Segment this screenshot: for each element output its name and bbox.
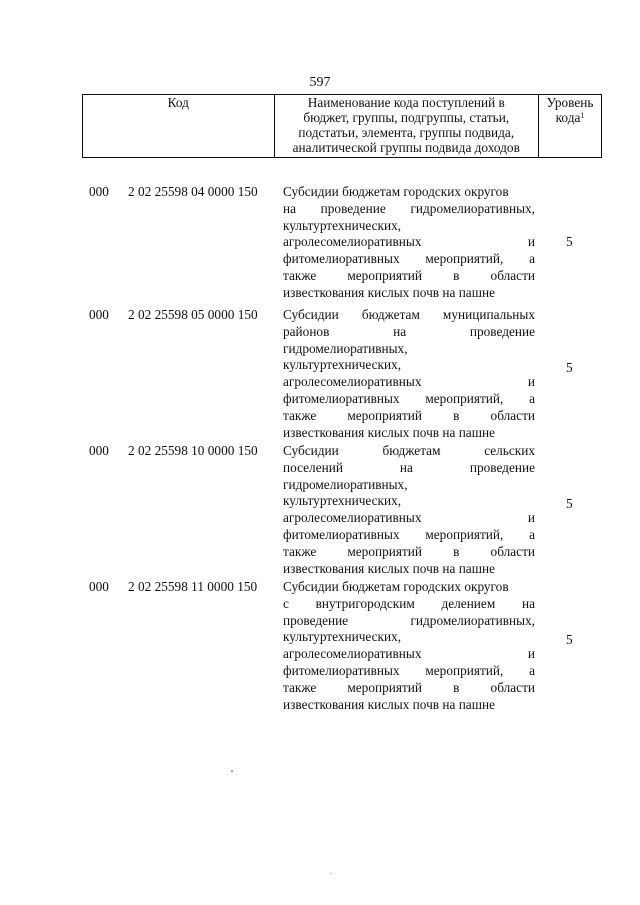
description-line: известкования кислых почв на пашне xyxy=(283,284,495,300)
footnote-mark: 1 xyxy=(580,111,585,120)
description-line: культуртехнических, xyxy=(283,217,402,233)
description-line: культуртехнических, xyxy=(283,629,402,645)
description-line: гидромелиоративных, xyxy=(283,340,408,356)
income-description xyxy=(283,184,535,302)
header-code-label: Код xyxy=(167,95,189,110)
header-name-cell xyxy=(274,95,539,158)
description-line: агролесомелиоративных и xyxy=(283,646,535,662)
income-code: 2 02 25598 11 0000 150 xyxy=(128,579,258,594)
description-line: также мероприятий в области xyxy=(283,267,535,283)
description-line: известкования кислых почв на пашне xyxy=(283,560,495,576)
income-description xyxy=(283,443,535,577)
scan-speck xyxy=(330,873,331,874)
header-level-cell xyxy=(539,95,602,158)
description-line: агролесомелиоративных и xyxy=(283,510,535,526)
scan-speck xyxy=(231,770,233,772)
income-code: 2 02 25598 05 0000 150 xyxy=(128,307,258,322)
table-row xyxy=(0,579,640,719)
code-level: 5 xyxy=(566,234,573,249)
description-line: Субсидии бюджетам сельских xyxy=(283,443,535,458)
income-code-list xyxy=(0,184,640,719)
description-line: поселений на проведение xyxy=(283,459,535,475)
income-description xyxy=(283,579,535,713)
description-line: Субсидии бюджетам городских округов xyxy=(283,579,509,594)
description-line: фитомелиоративных мероприятий, а xyxy=(283,662,535,678)
description-line: Субсидии бюджетам муниципальных xyxy=(283,307,535,322)
description-line: известкования кислых почв на пашне xyxy=(283,424,495,440)
description-line: проведение гидромелиоративных, xyxy=(283,612,535,628)
header-level-line2 xyxy=(541,110,599,125)
header-name-line: Наименование кода поступлений в xyxy=(307,95,505,110)
header-level-line1: Уровень xyxy=(546,95,594,110)
description-line: с внутригородским делением на xyxy=(283,595,535,611)
table-header xyxy=(82,94,602,158)
description-line: агролесомелиоративных и xyxy=(283,234,535,250)
description-line: гидромелиоративных, xyxy=(283,476,408,492)
admin-code: 000 xyxy=(89,443,109,458)
description-line: на проведение гидромелиоративных, xyxy=(283,200,535,216)
table-row xyxy=(0,443,640,579)
description-line: фитомелиоративных мероприятий, а xyxy=(283,526,535,542)
description-line: также мероприятий в области xyxy=(283,679,535,695)
description-line: культуртехнических, xyxy=(283,357,402,373)
description-line: также мероприятий в области xyxy=(283,543,535,559)
header-name-line: бюджет, группы, подгруппы, статьи, xyxy=(303,110,510,125)
header-name-line: подстатьи, элемента, группы подвида, xyxy=(298,125,515,140)
description-line: фитомелиоративных мероприятий, а xyxy=(283,390,535,406)
description-line: известкования кислых почв на пашне xyxy=(283,696,495,712)
income-description xyxy=(283,307,535,441)
code-level: 5 xyxy=(566,632,573,647)
table-row xyxy=(0,184,640,307)
header-name-line: аналитической группы подвида доходов xyxy=(292,140,520,155)
admin-code: 000 xyxy=(89,579,109,594)
header-code-cell xyxy=(83,95,275,158)
admin-code: 000 xyxy=(89,184,109,199)
description-line: агролесомелиоративных и xyxy=(283,374,535,390)
header-level-label: кода xyxy=(555,110,581,125)
code-level: 5 xyxy=(566,496,573,511)
description-line: Субсидии бюджетам городских округов xyxy=(283,184,509,199)
description-line: фитомелиоративных мероприятий, а xyxy=(283,251,535,267)
description-line: также мероприятий в области xyxy=(283,407,535,423)
admin-code: 000 xyxy=(89,307,109,322)
description-line: районов на проведение xyxy=(283,323,535,339)
code-level: 5 xyxy=(566,360,573,375)
income-code: 2 02 25598 10 0000 150 xyxy=(128,443,258,458)
table-row xyxy=(0,307,640,443)
income-code: 2 02 25598 04 0000 150 xyxy=(128,184,258,199)
page-number: 597 xyxy=(309,75,331,90)
description-line: культуртехнических, xyxy=(283,493,402,509)
